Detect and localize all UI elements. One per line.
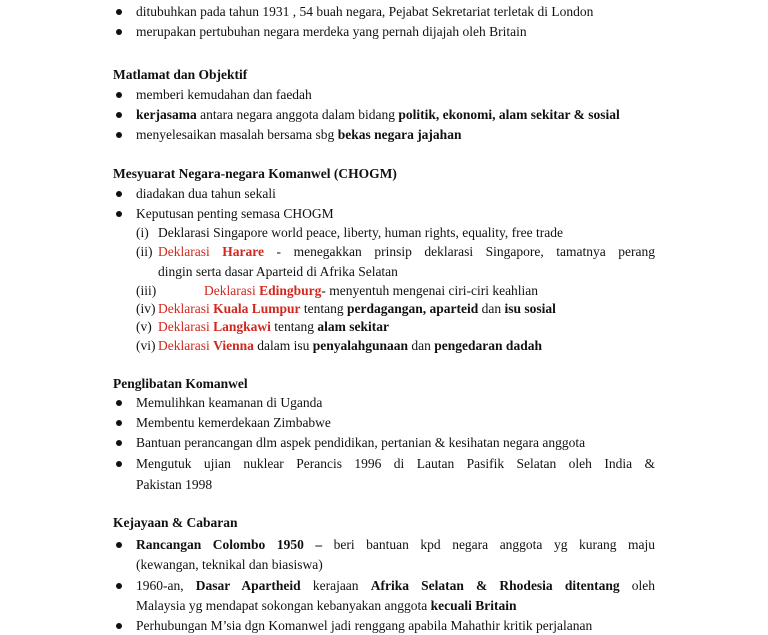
deklarasi-item: Deklarasi Edingburg- menyentuh mengenai ciri-ciri keahlian [204, 283, 539, 298]
intro-item: ditubuhkan pada tahun 1931 , 54 buah negara, Pejabat Sekretariat terletak di London [136, 4, 594, 19]
chogm-item: Keputusan penting semasa CHOGM [136, 206, 334, 221]
kejayaan-item: Rancangan Colombo 1950 – beri bantuan kpd negara anggota yg kurang maju [136, 537, 655, 552]
deklarasi-item: Deklarasi Singapore world peace, liberty, human rights, equality, free trade [158, 225, 563, 240]
kejayaan-item: 1960-an, Dasar Apartheid kerajaan Afrika Selatan & Rhodesia ditentang oleh [136, 578, 656, 593]
bullet-icon [116, 440, 122, 446]
bullet-icon [116, 112, 122, 118]
deklarasi-item: Deklarasi Harare - menegakkan prinsip deklarasi Singapore, tamatnya perang [158, 244, 656, 259]
section-heading-kejayaan: Kejayaan & Cabaran [113, 515, 238, 530]
bullet-icon [116, 542, 122, 548]
chogm-item: diadakan dua tahun sekali [136, 186, 276, 201]
section-heading-chogm: Mesyuarat Negara-negara Komanwel (CHOGM) [113, 166, 397, 181]
deklarasi-continuation: dingin serta dasar Aparteid di Afrika Selatan [158, 264, 398, 279]
section-heading-penglibatan: Penglibatan Komanwel [113, 376, 248, 391]
deklarasi-item: Deklarasi Vienna dalam isu penyalahgunaan dan pengedaran dadah [158, 338, 542, 353]
bullet-icon [116, 211, 122, 217]
deklarasi-number: (iv) [136, 301, 156, 316]
deklarasi-number: (iii) [136, 283, 157, 298]
objektif-item: menyelesaikan masalah bersama sbg bekas negara jajahan [136, 127, 462, 142]
bullet-icon [116, 583, 122, 589]
bullet-icon [116, 9, 122, 15]
bullet-icon [116, 92, 122, 98]
objektif-item: kerjasama antara negara anggota dalam bidang politik, ekonomi, alam sekitar & sosial [136, 107, 620, 122]
deklarasi-item: Deklarasi Kuala Lumpur tentang perdagangan, aparteid dan isu sosial [158, 301, 556, 316]
intro-item: merupakan pertubuhan negara merdeka yang pernah dijajah oleh Britain [136, 24, 527, 39]
penglibatan-item: Bantuan perancangan dlm aspek pendidikan, pertanian & kesihatan negara anggota [136, 435, 586, 450]
deklarasi-number: (v) [136, 319, 152, 334]
penglibatan-continuation: Pakistan 1998 [136, 477, 213, 492]
penglibatan-item: Membentu kemerdekaan Zimbabwe [136, 415, 331, 430]
bullet-icon [116, 132, 122, 138]
bullet-icon [116, 623, 122, 629]
bullet-icon [116, 191, 122, 197]
kejayaan-item: Perhubungan M’sia dgn Komanwel jadi renggang apabila Mahathir kritik perjalanan [136, 618, 593, 633]
deklarasi-number: (vi) [136, 338, 156, 353]
deklarasi-number: (i) [136, 225, 149, 240]
kejayaan-continuation: (kewangan, teknikal dan biasiswa) [136, 557, 323, 572]
penglibatan-item: Mengutuk ujian nuklear Perancis 1996 di Lautan Pasifik Selatan oleh India & [136, 456, 655, 471]
objektif-item: memberi kemudahan dan faedah [136, 87, 312, 102]
deklarasi-item: Deklarasi Langkawi tentang alam sekitar [158, 319, 390, 334]
bullet-icon [116, 400, 122, 406]
kejayaan-continuation: Malaysia yg mendapat sokongan kebanyakan anggota kecuali Britain [136, 598, 517, 613]
bullet-icon [116, 420, 122, 426]
bullet-icon [116, 461, 122, 467]
deklarasi-number: (ii) [136, 244, 153, 259]
section-heading-objektif: Matlamat dan Objektif [113, 67, 248, 82]
bullet-icon [116, 29, 122, 35]
penglibatan-item: Memulihkan keamanan di Uganda [136, 395, 323, 410]
